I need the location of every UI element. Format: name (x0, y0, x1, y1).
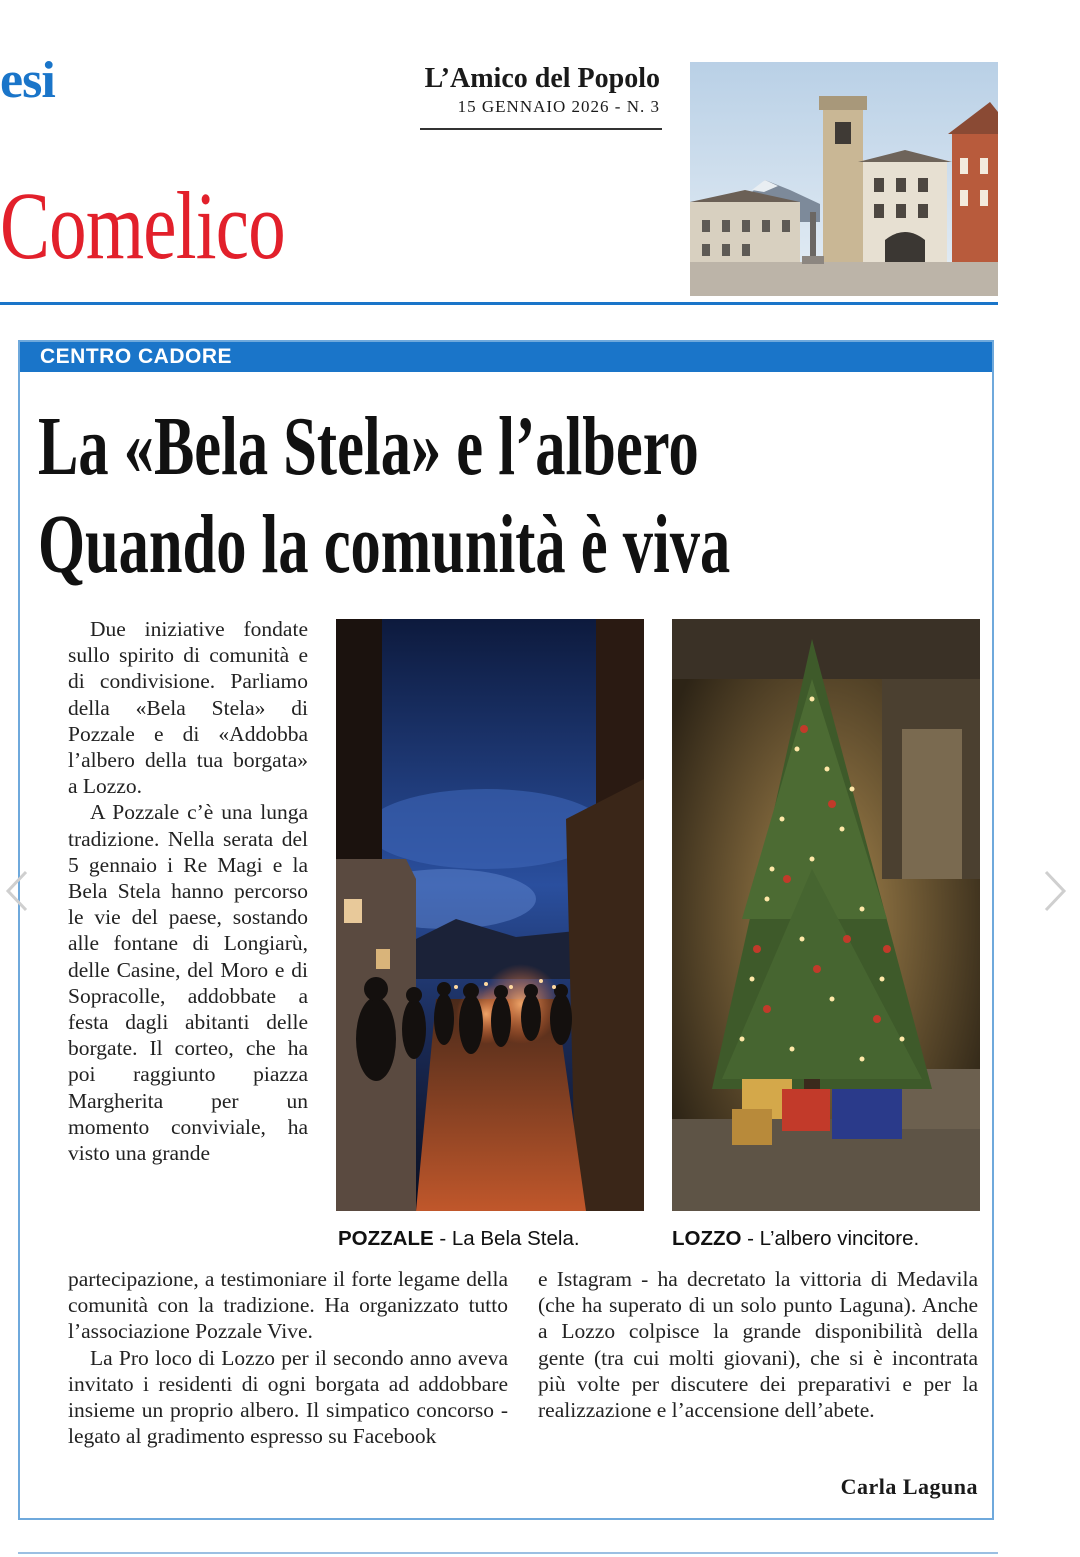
article-column-left (68, 616, 308, 1276)
issue-date: 15 GENNAIO 2026 - N. 3 (457, 97, 660, 116)
photo-caption-pozzale (338, 1226, 580, 1252)
caption-place: POZZALE (338, 1227, 434, 1250)
paragraph: La Pro loco di Lozzo per il secondo anno aveva invitato i residenti di ogni borgata ad addobbare insieme un proprio albero. Il simpatico concorso - legato al gradimento espresso su Facebook (68, 1345, 508, 1449)
chevron-right-icon[interactable] (1040, 868, 1070, 914)
photo-caption-lozzo (672, 1226, 919, 1252)
article-kicker: CENTRO CADORE (40, 345, 233, 368)
photo-pozzale-procession (336, 619, 644, 1211)
header-rule (0, 302, 998, 305)
paragraph: partecipazione, a testimoniare il forte legame della comunità con la tradizione. Ha organizzato tutto l’associazione Pozzale Vive. (68, 1267, 508, 1344)
headline-line-2: Quando la comunità è viva (38, 498, 731, 591)
location-title: Comelico (0, 172, 285, 279)
author-byline: Carla Laguna (840, 1474, 978, 1499)
paragraph: e Istagram - ha decretato la vittoria di Medavila (che ha superato di un solo punto Laguna). Anche a Lozzo colpisce la grande disponibilità della gente (tra cui molti giovani), che si è incontrata più volte per discutere dei preparativi e per la realizzazione e l’accensione dell’abete. (538, 1267, 978, 1423)
article-column-bottom-left (68, 1266, 508, 1449)
header-photo-town-square (690, 62, 998, 296)
caption-place: LOZZO (672, 1227, 742, 1250)
photo-lozzo-christmas-tree (672, 619, 980, 1211)
section-name-fragment: esi (0, 52, 55, 109)
bottom-rule (18, 1552, 998, 1554)
paragraph: A Pozzale c’è una lunga tradizione. Nella serata del 5 gennaio i Re Magi e la Bela Stela hanno percorso le vie del paese, sostando alle fontane di Longiarù, delle Casine, del Moro e di Sopracolle, addobbate a festa dagli abitanti delle borgate. Il corteo, che ha poi raggiunto piazza Margherita per un momento conviviale, ha visto una grande (68, 800, 308, 1166)
article-column-bottom-right (538, 1266, 978, 1423)
publication-name: L’Amico del Popolo (424, 63, 660, 94)
chevron-left-icon[interactable] (2, 868, 32, 914)
masthead-rule (420, 128, 662, 130)
caption-text: - L’albero vincitore. (741, 1227, 920, 1250)
paragraph: Due iniziative fondate sullo spirito di comunità e di condivisione. Parliamo della «Bela Stela» di Pozzale e di «Addobba l’albero della tua borgata» a Lozzo. (68, 617, 308, 799)
headline-line-1: La «Bela Stela» e l’albero (38, 400, 699, 493)
masthead (425, 64, 660, 120)
caption-text: - La Bela Stela. (433, 1227, 580, 1250)
